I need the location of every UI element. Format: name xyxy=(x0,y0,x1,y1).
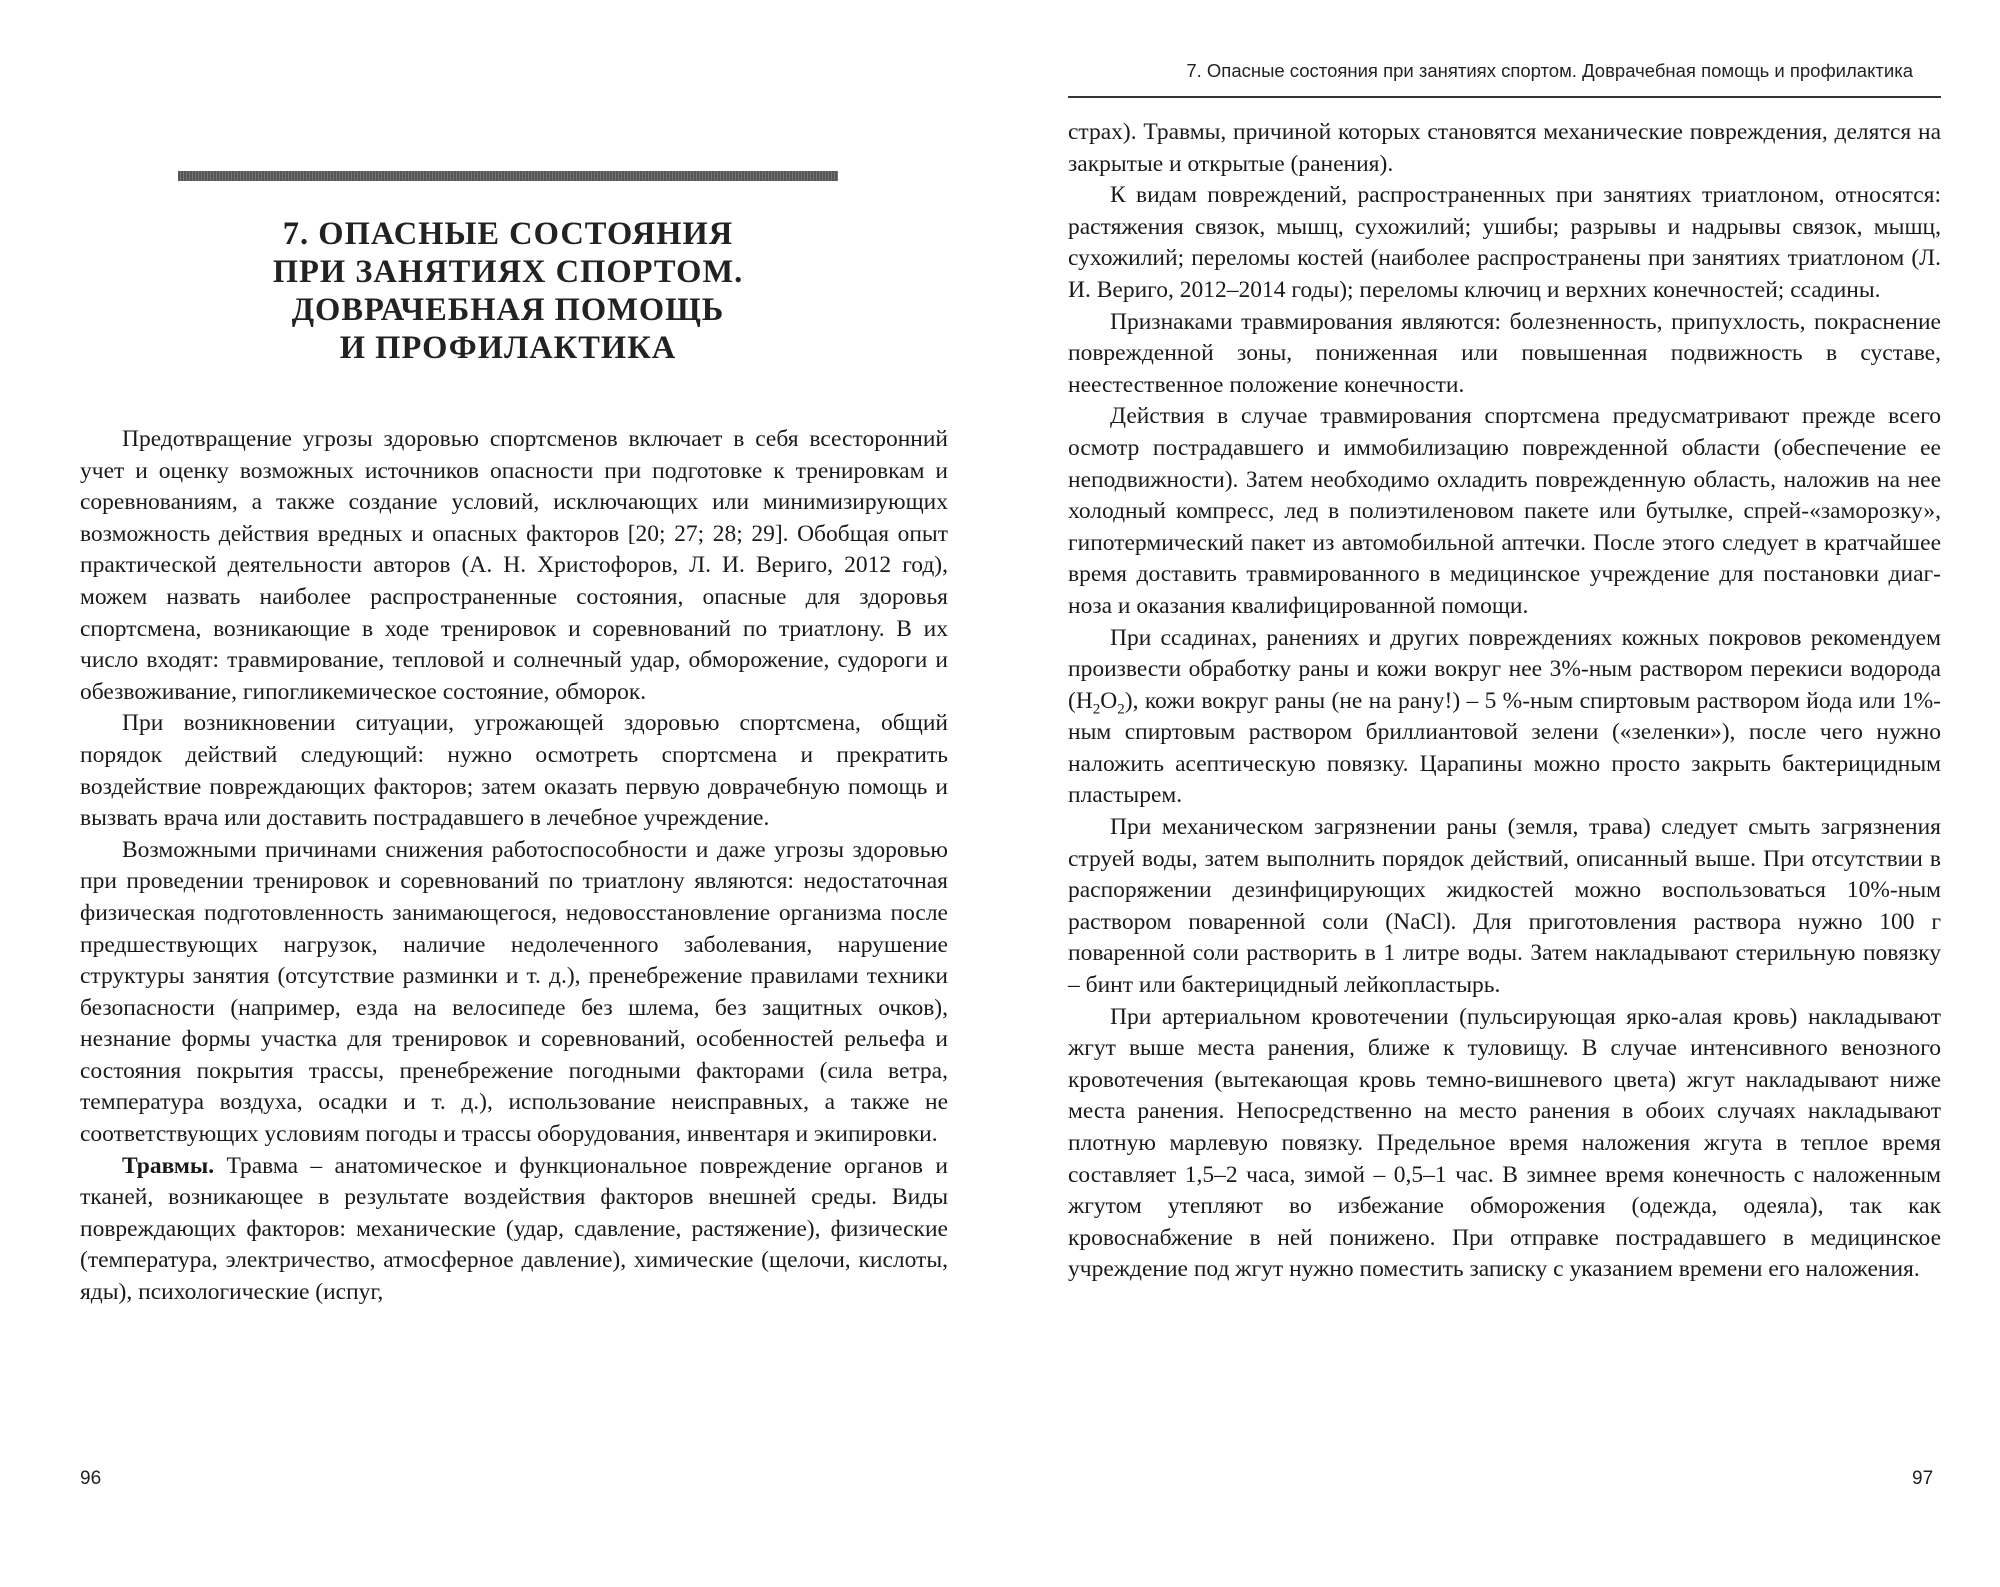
formula-o: O xyxy=(1100,687,1118,714)
chapter-title xyxy=(178,215,838,367)
wounds-text-b: ), кожи вокруг раны (не на рану!) – 5 %-ным спиртовым раствором йода или 1%-ным спиртовым раствором бриллиантовой зелени («зеленки»), после чего нужно наложить асептическую повязку. Царапины можно просто закрыть бактерицидным пластырем. xyxy=(1068,687,1941,809)
injuries-paragraph xyxy=(80,1151,948,1309)
page-number-left: 96 xyxy=(80,1468,102,1489)
header-rule xyxy=(1068,96,1941,98)
paragraph: При артериальном кровотечении (пульсирующая ярко-алая кровь) накладывают жгут выше места ранения, ближе к туловищу. В случае интенсивного венозного кровотечения (вытекающая кровь темно-вишневого цвета) жгут накладывают ниже места ранения. Непосредственно на место ранения в обоих случаях накладывают плотную марлевую повязку. Предельное время наложения жгута в теплое время составляет 1,5–2 часа, зимой – 0,5–1 час. В зимнее время конечность с наложенным жгутом утепляют во избежание обморожения (одежда, одеяла), так как кровоснабжение в ней понижено. При отправке пострадавшего в медицинское учреждение под жгут нужно поместить записку с указанием времени его наложения. xyxy=(1068,1003,1941,1283)
continuation-paragraph: страх). Травмы, причиной которых становятся механические повреждения, делятся на закрытые и открытые (ранения). xyxy=(1068,119,1941,177)
chapter-title-line: И ПРОФИЛАКТИКА xyxy=(339,330,677,366)
right-page xyxy=(1000,0,2000,1587)
left-page-body xyxy=(80,424,948,1309)
wounds-text-a: При ссадинах, ранениях и других повреждениях кожных покровов рекомендуем произвести обработку раны и кожи вокруг нее 3%-ным раствором перекиси водорода (H xyxy=(1068,624,1941,714)
chapter-title-line: ДОВРАЧЕБНАЯ ПОМОЩЬ xyxy=(291,292,725,328)
injuries-lead: Травмы. xyxy=(122,1152,215,1179)
right-page-body xyxy=(1068,117,1941,1286)
subscript: 2 xyxy=(1117,701,1125,718)
page-number-right: 97 xyxy=(1912,1468,1934,1489)
chapter-title-line: 7. ОПАСНЫЕ СОСТОЯНИЯ xyxy=(282,216,734,252)
paragraph: Признаками травмирования являются: болезненность, припухлость, покраснение поврежденной зоны, пониженная или повышенная подвижность в суставе, неестественное положение конечности. xyxy=(1068,308,1941,398)
paragraph: Действия в случае травмирования спортсмена предусматривают прежде всего осмотр пострадавшего и иммобилизацию поврежденной области (обеспечение ее неподвижности). Затем необходимо охладить поврежденную область, наложив на нее холодный компресс, лед в полиэтиленовом пакете или бутылке, спрей-«заморозку», гипотермический пакет из автомобильной аптечки. После этого следует в кратчайшее время доставить травмированного в медицинское учреждение для постановки диагноза и оказания квалифицированной помощи. xyxy=(1068,403,1941,619)
subscript: 2 xyxy=(1092,701,1101,718)
paragraph: К видам повреждений, распространенных при занятиях триатлоном, относятся: растяжения связок, мышц, сухожилий; ушибы; разрывы и надрывы связок, мышц, сухожилий; переломы костей (наиболее распространены при занятиях триатлоном (Л. И. Вериго, 2012–2014 годы); переломы ключиц и верхних конечностей; ссадины. xyxy=(1068,182,1941,303)
injuries-text: Травма – анатомическое и функциональное повреждение органов и тканей, возникающее в результате воздействия факторов внешней среды. Виды повреждающих факторов: механические (удар, сдавление, растяжение), физические (температура, электричество, атмосферное давление), химические (щелочи, кислоты, яды), психологические (испуг, xyxy=(80,1152,948,1306)
paragraph: Предотвращение угрозы здоровью спортсменов включает в себя всесторонний учет и оценку возможных источников опасности при подготовке к тренировкам и соревнованиям, а также создание условий, исключающих или минимизирующих возможность действия вредных и опасных факторов [20; 27; 28; 29]. Обобщая опыт практической деятельности авторов (А. Н. Христофоров, Л. И. Вериго, 2012 год), можем назвать наиболее распространенные состояния, опасные для здоровья спортсмена, возникающие в ходе тренировок и соревнований по триатлону. В их число входят: травмирование, тепловой и солнечный удар, обморожение, судороги и обезвоживание, гипогликемическое состояние, обморок. xyxy=(80,426,948,705)
paragraph: Возможными причинами снижения работоспособности и даже угрозы здоровью при проведении тренировок и соревнований по триатлону являются: недостаточная физическая подготовленность занимающегося, недовосстановление организма после предшествующих нагрузок, наличие недолеченного заболевания, нарушение структуры занятия (отсутствие разминки и т. д.), пренебрежение правилами техники безопасности (например, езда на велосипеде без шлема, без защитных очков), незнание формы участка для тренировок и соревнований, особенностей рельефа и состояния покрытия трассы, пренебрежение погодными факторами (сила ветра, температура воздуха, осадки и т. д.), использование неисправных, а также не соответствующих условиям погоды и трассы оборудования, инвентаря и экипировки. xyxy=(80,836,948,1148)
paragraph: При механическом загрязнении раны (земля, трава) следует смыть загрязнения струей воды, затем выполнить порядок действий, описанный выше. При отсутствии в распоряжении дезинфицирующих жидкостей можно воспользоваться 10%-ным раствором поваренной соли (NaCl). Для приготовления раствора нужно 100 г поваренной соли растворить в 1 литре воды. Затем накладывают стерильную повязку – бинт или бактерицидный лейкопластырь. xyxy=(1068,814,1941,999)
paragraph: При возникновении ситуации, угрожающей здоровью спортсмена, общий порядок действий следующий: нужно осмотреть спортсмена и прекратить воздействие повреждающих факторов; затем оказать первую доврачебную помощь и вызвать врача или доставить пострадавшего в лечебное учреждение. xyxy=(80,710,948,832)
running-header: 7. Опасные состояния при занятиях спортом. Доврачебная помощь и профилактика xyxy=(1186,60,1913,81)
wounds-paragraph xyxy=(1068,623,1941,813)
chapter-title-line: ПРИ ЗАНЯТИЯХ СПОРТОМ. xyxy=(272,254,744,290)
chapter-title-rule xyxy=(178,171,838,181)
